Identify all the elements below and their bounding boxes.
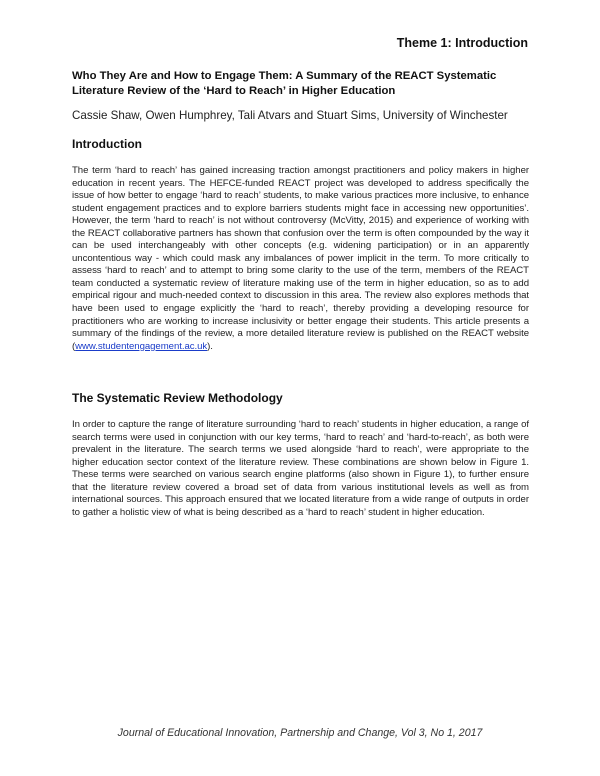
introduction-heading: Introduction	[72, 137, 142, 151]
article-title: Who They Are and How to Engage Them: A Summary of the REACT Systematic Literature Review of the ‘Hard to Reach’ in Higher Education	[72, 70, 497, 97]
react-website-link[interactable]: www.studentengagement.ac.uk	[75, 340, 208, 352]
methodology-heading: The Systematic Review Methodology	[72, 391, 283, 405]
author-line: Cassie Shaw, Owen Humphrey, Tali Atvars and Stuart Sims, University of Winchester	[72, 109, 508, 122]
methodology-paragraph: In order to capture the range of literature surrounding ‘hard to reach’ students in higher education, a range of search terms were used in conjunction with our key terms, ‘hard to reach’ and ‘hard-to-reach’, as both were prevalent in the literature. The search terms we used alongside ‘hard to reach’, were appropriate to the higher education sector context of the literature review. These combinations are shown below in Figure 1. These terms were searched on various search engine platforms (also shown in Figure 1), to further ensure that the literature review covered a broad set of data from various institutional levels as well as from international sources. This approach ensured that we located literature from a wide range of outputs in order to gather a holistic view of what is being described as a ‘hard to reach’ student in higher education.	[72, 419, 529, 518]
journal-footer: Journal of Educational Innovation, Partnership and Change, Vol 3, No 1, 2017	[117, 727, 483, 739]
introduction-text-end: ).	[207, 340, 213, 352]
introduction-paragraph	[72, 165, 529, 353]
running-header: Theme 1: Introduction	[396, 36, 528, 50]
introduction-text: The term ‘hard to reach’ has gained increasing traction amongst practitioners and policy makers in higher education in recent years. The HEFCE-funded REACT project was developed to address specifically the issue of how better to engage ‘hard to reach’ students, to make various practices more inclusive, to enhance student engagement practices and to explore barriers students might face in accessing new opportunities’. However, the term ‘hard to reach’ is not without controversy (McVitty, 2015) and experience of working with the REACT collaborative partners has shown that confusion over the term is often compounded by the way it can be used interchangeably with other concepts (e.g. widening participation) or in an apparently uncontentious way - which could mask any imbalances of power implicit in the term. To more critically to assess ‘hard to reach’ and to attempt to bring some clarity to the use of the term, members of the REACT team conducted a systematic review of literature making use of the term in higher education, so as to add empirical rigour and much-needed context to discussion in this area. The review also explores methods that have been used to engage explicitly the ‘hard to reach’, thereby providing a developing resource for practitioners who are working to increase inclusivity or better engage their students. This article presents a summary of the findings of the review, a more detailed literature review is published on the REACT website (	[72, 165, 529, 352]
